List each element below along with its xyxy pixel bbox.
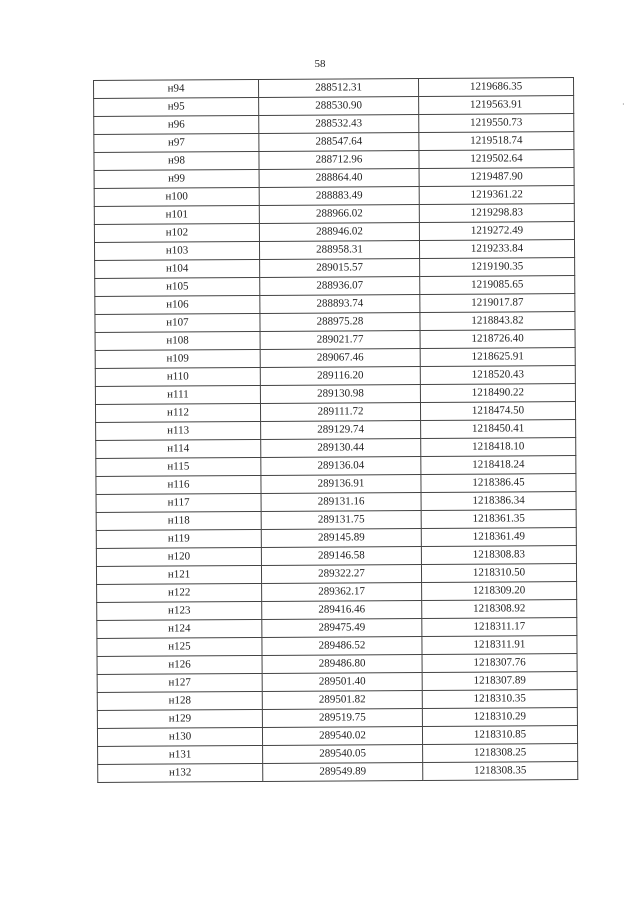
x-coordinate-cell: 288547.64	[259, 133, 419, 152]
page-number: 58	[314, 58, 326, 70]
point-id-cell: н125	[97, 637, 262, 656]
y-coordinate-cell: 1218311.17	[422, 618, 577, 637]
x-coordinate-cell: 289116.20	[260, 367, 420, 386]
y-coordinate-cell: 1218311.91	[422, 636, 577, 655]
point-id-cell: н126	[97, 655, 262, 674]
point-id-cell: н106	[95, 295, 260, 314]
point-id-cell: н113	[96, 421, 261, 440]
y-coordinate-cell: 1218308.83	[421, 546, 576, 565]
x-coordinate-cell: 288946.02	[259, 223, 419, 242]
y-coordinate-cell: 1219017.87	[420, 294, 575, 313]
coordinates-table-body	[94, 78, 578, 783]
y-coordinate-cell: 1218726.40	[420, 330, 575, 349]
x-coordinate-cell: 289416.46	[262, 601, 422, 620]
y-coordinate-cell: 1218361.49	[421, 528, 576, 547]
y-coordinate-cell: 1218520.43	[420, 366, 575, 385]
table-row	[94, 96, 574, 117]
table-row	[94, 222, 574, 243]
table-row	[96, 474, 576, 495]
table-row	[94, 78, 574, 99]
x-coordinate-cell: 289501.40	[262, 673, 422, 692]
y-coordinate-cell: 1218490.22	[420, 384, 575, 403]
table-row	[95, 312, 575, 333]
table-row	[97, 618, 577, 639]
x-coordinate-cell: 288893.74	[260, 295, 420, 314]
y-coordinate-cell: 1219686.35	[418, 78, 573, 97]
coordinates-table-container	[93, 77, 577, 783]
point-id-cell: н121	[96, 565, 261, 584]
x-coordinate-cell: 289131.75	[261, 511, 421, 530]
table-row	[95, 366, 575, 387]
point-id-cell: н132	[98, 763, 263, 782]
y-coordinate-cell: 1218308.92	[422, 600, 577, 619]
y-coordinate-cell: 1218310.50	[421, 564, 576, 583]
x-coordinate-cell: 289015.57	[260, 259, 420, 278]
y-coordinate-cell: 1219272.49	[419, 222, 574, 241]
table-row	[97, 654, 577, 675]
y-coordinate-cell: 1218308.25	[423, 744, 578, 763]
y-coordinate-cell: 1219233.84	[419, 240, 574, 259]
table-row	[96, 492, 576, 513]
x-coordinate-cell: 288864.40	[259, 169, 419, 188]
y-coordinate-cell: 1219563.91	[419, 96, 574, 115]
y-coordinate-cell: 1218450.41	[421, 420, 576, 439]
y-coordinate-cell: 1218474.50	[420, 402, 575, 421]
point-id-cell: н98	[94, 151, 259, 170]
x-coordinate-cell: 289519.75	[262, 708, 422, 727]
point-id-cell: н117	[96, 493, 261, 512]
table-row	[96, 456, 576, 477]
point-id-cell: н103	[94, 241, 259, 260]
point-id-cell: н122	[97, 583, 262, 602]
y-coordinate-cell: 1218310.29	[422, 708, 577, 727]
x-coordinate-cell: 289130.98	[260, 385, 420, 404]
x-coordinate-cell: 289501.82	[262, 691, 422, 710]
x-coordinate-cell: 289021.77	[260, 331, 420, 350]
x-coordinate-cell: 289540.05	[263, 744, 423, 763]
x-coordinate-cell: 289145.89	[261, 529, 421, 548]
x-coordinate-cell: 289129.74	[261, 421, 421, 440]
point-id-cell: н101	[94, 205, 259, 224]
table-row	[97, 636, 577, 657]
y-coordinate-cell: 1218418.10	[421, 438, 576, 457]
point-id-cell: н109	[95, 349, 260, 368]
y-coordinate-cell: 1219518.74	[419, 132, 574, 151]
point-id-cell: н107	[95, 313, 260, 332]
point-id-cell: н100	[94, 187, 259, 206]
table-row	[94, 186, 574, 207]
x-coordinate-cell: 289067.46	[260, 349, 420, 368]
table-row	[98, 762, 578, 783]
y-coordinate-cell: 1218843.82	[420, 312, 575, 331]
y-coordinate-cell: 1218308.35	[423, 762, 578, 781]
x-coordinate-cell: 289136.91	[261, 475, 421, 494]
table-row	[96, 420, 576, 441]
table-row	[96, 564, 576, 585]
table-row	[94, 168, 574, 189]
y-coordinate-cell: 1218309.20	[422, 582, 577, 601]
point-id-cell: н110	[95, 367, 260, 386]
point-id-cell: н97	[94, 133, 259, 152]
y-coordinate-cell: 1218310.35	[422, 690, 577, 709]
x-coordinate-cell: 289540.02	[262, 726, 422, 745]
point-id-cell: н104	[95, 259, 260, 278]
table-row	[94, 132, 574, 153]
x-coordinate-cell: 289130.44	[261, 439, 421, 458]
table-row	[95, 348, 575, 369]
point-id-cell: н127	[97, 673, 262, 692]
x-coordinate-cell: 288883.49	[259, 187, 419, 206]
point-id-cell: н111	[95, 385, 260, 404]
point-id-cell: н128	[97, 691, 262, 710]
x-coordinate-cell: 289549.89	[263, 762, 423, 781]
point-id-cell: н129	[97, 709, 262, 728]
point-id-cell: н124	[97, 619, 262, 638]
point-id-cell: н95	[94, 97, 259, 116]
y-coordinate-cell: 1219298.83	[419, 204, 574, 223]
point-id-cell: н116	[96, 475, 261, 494]
table-row	[94, 204, 574, 225]
point-id-cell: н105	[95, 277, 260, 296]
x-coordinate-cell: 289136.04	[261, 457, 421, 476]
table-row	[95, 258, 575, 279]
table-row	[94, 114, 574, 135]
table-row	[97, 600, 577, 621]
y-coordinate-cell: 1219487.90	[419, 168, 574, 187]
y-coordinate-cell: 1219085.65	[420, 276, 575, 295]
x-coordinate-cell: 289111.72	[260, 403, 420, 422]
table-row	[97, 690, 577, 711]
point-id-cell: н118	[96, 511, 261, 530]
y-coordinate-cell: 1218307.76	[422, 654, 577, 673]
coordinates-table	[93, 77, 578, 783]
x-coordinate-cell: 288975.28	[260, 313, 420, 332]
y-coordinate-cell: 1218361.35	[421, 510, 576, 529]
x-coordinate-cell: 289131.16	[261, 493, 421, 512]
x-coordinate-cell: 288712.96	[259, 151, 419, 170]
x-coordinate-cell: 289322.27	[261, 565, 421, 584]
point-id-cell: н119	[96, 529, 261, 548]
point-id-cell: н123	[97, 601, 262, 620]
x-coordinate-cell: 288966.02	[259, 205, 419, 224]
x-coordinate-cell: 288958.31	[259, 241, 419, 260]
x-coordinate-cell: 289362.17	[262, 583, 422, 602]
x-coordinate-cell: 289475.49	[262, 619, 422, 638]
table-row	[97, 708, 577, 729]
x-coordinate-cell: 288512.31	[258, 79, 418, 98]
y-coordinate-cell: 1218310.85	[422, 726, 577, 745]
margin-mark: ·	[622, 100, 625, 109]
table-row	[96, 510, 576, 531]
x-coordinate-cell: 288530.90	[259, 97, 419, 116]
point-id-cell: н112	[95, 403, 260, 422]
table-row	[95, 330, 575, 351]
y-coordinate-cell: 1218386.45	[421, 474, 576, 493]
point-id-cell: н114	[96, 439, 261, 458]
table-row	[96, 438, 576, 459]
y-coordinate-cell: 1219502.64	[419, 150, 574, 169]
y-coordinate-cell: 1218307.89	[422, 672, 577, 691]
point-id-cell: н131	[98, 745, 263, 764]
table-row	[97, 582, 577, 603]
y-coordinate-cell: 1219190.35	[420, 258, 575, 277]
table-row	[96, 528, 576, 549]
x-coordinate-cell: 289146.58	[261, 547, 421, 566]
point-id-cell: н96	[94, 115, 259, 134]
point-id-cell: н115	[96, 457, 261, 476]
x-coordinate-cell: 289486.80	[262, 655, 422, 674]
table-row	[95, 276, 575, 297]
x-coordinate-cell: 288936.07	[260, 277, 420, 296]
table-row	[96, 546, 576, 567]
y-coordinate-cell: 1219550.73	[419, 114, 574, 133]
table-row	[97, 726, 577, 747]
table-row	[94, 240, 574, 261]
table-row	[98, 744, 578, 765]
table-row	[95, 384, 575, 405]
point-id-cell: н94	[94, 79, 259, 98]
table-row	[94, 150, 574, 171]
y-coordinate-cell: 1219361.22	[419, 186, 574, 205]
point-id-cell: н108	[95, 331, 260, 350]
point-id-cell: н120	[96, 547, 261, 566]
y-coordinate-cell: 1218625.91	[420, 348, 575, 367]
point-id-cell: н99	[94, 169, 259, 188]
x-coordinate-cell: 288532.43	[259, 115, 419, 134]
table-row	[95, 294, 575, 315]
y-coordinate-cell: 1218418.24	[421, 456, 576, 475]
point-id-cell: н130	[97, 727, 262, 746]
y-coordinate-cell: 1218386.34	[421, 492, 576, 511]
table-row	[97, 672, 577, 693]
table-row	[95, 402, 575, 423]
point-id-cell: н102	[94, 223, 259, 242]
x-coordinate-cell: 289486.52	[262, 637, 422, 656]
